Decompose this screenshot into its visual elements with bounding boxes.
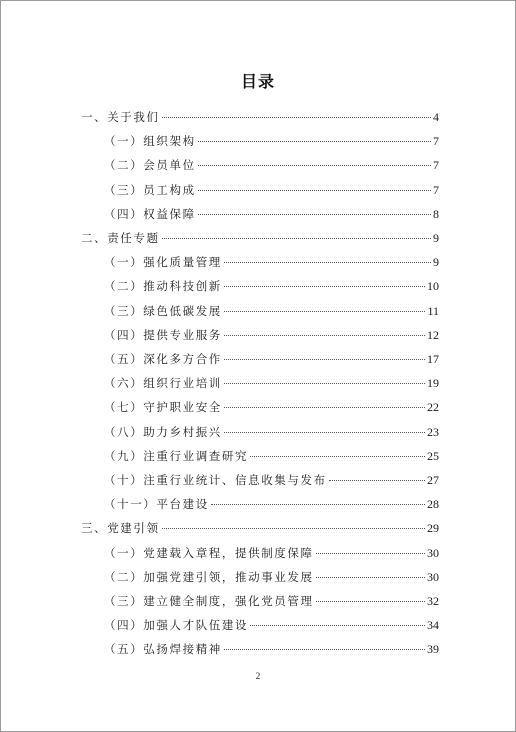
toc-dot-leader <box>162 528 425 529</box>
toc-entry-page-number: 7 <box>433 182 439 197</box>
toc-entry-label: （二）加强党建引领，推动事业发展 <box>104 569 314 584</box>
toc-subsection-entry[interactable] <box>104 617 439 637</box>
toc-entry-page-number: 10 <box>427 279 439 294</box>
toc-dot-leader <box>198 190 431 191</box>
toc-entry-label: 一、关于我们 <box>81 110 160 124</box>
toc-entry-page-number: 32 <box>427 594 439 608</box>
toc-entry-label: （五）弘扬焊接精神 <box>104 642 222 657</box>
toc-subsection-entry[interactable] <box>104 206 439 226</box>
toc-entry-label: （四）权益保障 <box>104 206 196 221</box>
toc-dot-leader <box>224 335 425 336</box>
toc-entry-label: （二）会员单位 <box>104 158 196 173</box>
toc-entry-page-number: 4 <box>433 110 439 124</box>
toc-entry-label: （一）组织架构 <box>104 134 196 149</box>
toc-entry-label: （六）组织行业培训 <box>104 376 222 391</box>
toc-dot-leader <box>224 286 425 287</box>
toc-entry-label: （十一）平台建设 <box>104 497 209 512</box>
page-number: 2 <box>255 671 261 681</box>
toc-dot-leader <box>250 456 425 457</box>
toc-dot-leader <box>316 577 425 578</box>
toc-entry-page-number: 23 <box>427 424 439 439</box>
toc-dot-leader <box>224 359 425 360</box>
toc-subsection-entry[interactable] <box>104 472 439 492</box>
toc-entry-label: （二）推动科技创新 <box>104 279 222 294</box>
toc-dot-leader <box>224 649 425 650</box>
toc-entry-page-number: 25 <box>427 448 439 463</box>
toc-entry-page-number: 27 <box>427 473 439 487</box>
toc-entry-page-number: 17 <box>427 352 439 366</box>
toc-section-entry[interactable] <box>81 520 439 540</box>
toc-subsection-entry[interactable] <box>104 545 439 565</box>
toc-subsection-entry[interactable] <box>104 569 439 589</box>
toc-entry-page-number: 29 <box>427 521 439 536</box>
toc-entry-page-number: 22 <box>427 400 439 415</box>
toc-entry-page-number: 9 <box>433 255 439 270</box>
toc-entry-label: （四）加强人才队伍建设 <box>104 618 249 633</box>
toc-entry-label: （三）绿色低碳发展 <box>104 303 222 318</box>
toc-dot-leader <box>224 311 426 312</box>
toc-entry-label: （九）注重行业调查研究 <box>104 448 249 463</box>
toc-subsection-entry[interactable] <box>104 641 439 661</box>
toc-entry-page-number: 11 <box>427 303 439 318</box>
toc-entry-label: （三）建立健全制度，强化党员管理 <box>104 594 314 608</box>
toc-subsection-entry[interactable] <box>104 593 439 613</box>
toc-subsection-entry[interactable] <box>104 254 439 274</box>
toc-entry-label: （三）员工构成 <box>104 182 196 197</box>
toc-subsection-entry[interactable] <box>104 496 439 516</box>
toc-entry-page-number: 34 <box>427 618 439 633</box>
toc-dot-leader <box>198 165 431 166</box>
toc-entry-page-number: 30 <box>427 569 439 584</box>
toc-entry-label: （八）助力乡村振兴 <box>104 424 222 439</box>
toc-subsection-entry[interactable] <box>104 182 439 202</box>
toc-entry-page-number: 9 <box>433 231 439 245</box>
toc-entry-label: （五）深化多方合作 <box>104 352 222 366</box>
toc-dot-leader <box>316 553 425 554</box>
toc-title: 目录 <box>240 72 275 91</box>
toc-entry-label: 三、党建引领 <box>81 521 160 536</box>
toc-dot-leader <box>198 141 431 142</box>
toc-entry-page-number: 7 <box>433 134 439 149</box>
toc-entry-page-number: 28 <box>427 497 439 512</box>
toc-dot-leader <box>162 117 431 118</box>
toc-dot-leader <box>224 383 425 384</box>
toc-entry-label: （四）提供专业服务 <box>104 327 222 342</box>
toc-subsection-entry[interactable] <box>104 375 439 395</box>
toc-entry-label: （七）守护职业安全 <box>104 400 222 415</box>
toc-dot-leader <box>224 432 425 433</box>
toc-entry-page-number: 19 <box>427 376 439 391</box>
toc-section-entry[interactable] <box>81 230 439 250</box>
toc-entry-label: （十）注重行业统计、信息收集与发布 <box>104 473 327 487</box>
toc-entry-page-number: 8 <box>433 206 439 221</box>
toc-subsection-entry[interactable] <box>104 327 439 347</box>
toc-subsection-entry[interactable] <box>104 278 439 298</box>
toc-dot-leader <box>316 601 425 602</box>
toc-subsection-entry[interactable] <box>104 303 439 323</box>
toc-dot-leader <box>198 214 431 215</box>
toc-subsection-entry[interactable] <box>104 424 439 444</box>
toc-subsection-entry[interactable] <box>104 448 439 468</box>
toc-dot-leader <box>211 504 425 505</box>
toc-subsection-entry[interactable] <box>104 399 439 419</box>
toc-entry-label: （一）强化质量管理 <box>104 255 222 270</box>
toc-subsection-entry[interactable] <box>104 157 439 177</box>
toc-entry-page-number: 30 <box>427 545 439 560</box>
toc-dot-leader <box>224 407 425 408</box>
toc-dot-leader <box>329 480 425 481</box>
toc-entry-page-number: 7 <box>433 158 439 173</box>
toc-entry-label: （一）党建载入章程，提供制度保障 <box>104 545 314 560</box>
toc-entry-label: 二、责任专题 <box>81 231 160 245</box>
toc-dot-leader <box>250 625 425 626</box>
toc-entry-page-number: 39 <box>427 642 439 657</box>
toc-dot-leader <box>224 262 431 263</box>
toc-subsection-entry[interactable] <box>104 351 439 371</box>
toc-section-entry[interactable] <box>81 109 439 129</box>
toc-entry-page-number: 12 <box>427 327 439 342</box>
toc-dot-leader <box>162 238 431 239</box>
toc-subsection-entry[interactable] <box>104 133 439 153</box>
